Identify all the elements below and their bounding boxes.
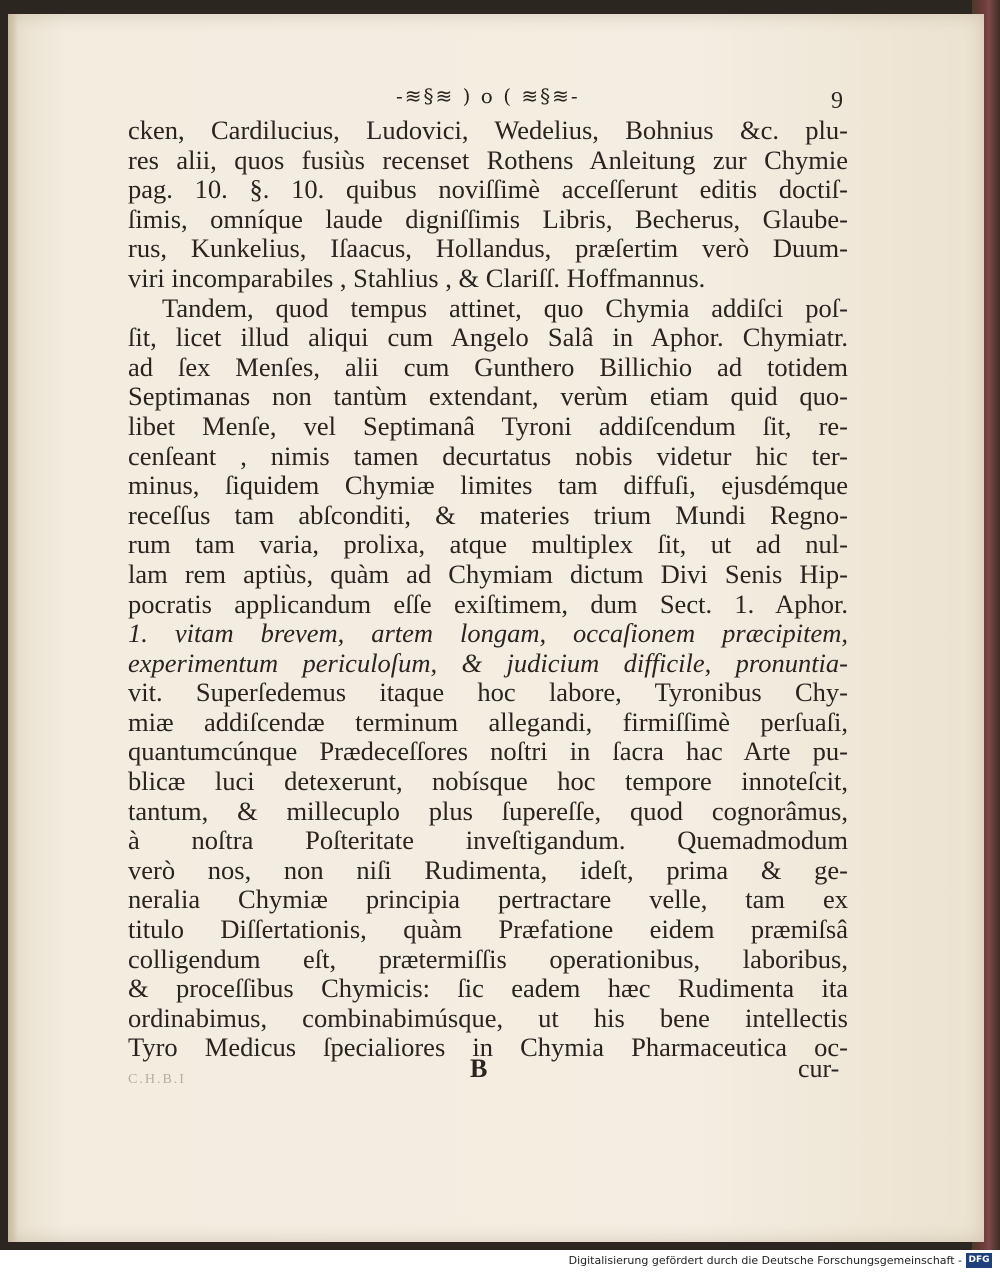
text-line: res alii, quos fusiùs recenset Rothens Anleitung zur Chymie (128, 144, 848, 175)
text-line: lam rem aptiùs, quàm ad Chymiam dictum Divi Senis Hip- (128, 558, 848, 589)
running-head (8, 76, 984, 116)
faint-stamp: C.H.B.I (128, 1072, 186, 1087)
text-line: minus, ſiquidem Chymiæ limites tam diffuſi, ejusdémque (128, 470, 848, 501)
text-line: quantumcúnque Prædeceſſores noſtri in ſacra hac Arte pu- (128, 736, 848, 767)
text-line: rus, Kunkelius, Iſaacus, Hollandus, præſertim verò Duum- (128, 233, 848, 264)
text-line: pag. 10. §. 10. quibus noviſſimè acceſſerunt editis doctiſ- (128, 174, 848, 205)
text-line: ad ſex Menſes, alii cum Gunthero Billichio ad totidem (128, 351, 848, 382)
text-line: blicæ luci detexerunt, nobísque hoc tempore innoteſcit, (128, 766, 848, 797)
text-line: ſit, licet illud aliqui cum Angelo Salâ in Aphor. Chymiatr. (128, 322, 848, 353)
page-number: 9 (831, 88, 843, 114)
text-line: libet Menſe, vel Septimanâ Tyroni addiſcendum ſit, re- (128, 410, 848, 441)
text-line: & proceſſibus Chymicis: ſic eadem hæc Rudimenta ita (128, 973, 848, 1004)
signature-mark: B (470, 1054, 488, 1083)
text-line: colligendum eſt, prætermiſſis operationibus, laboribus, (128, 943, 848, 974)
text-line: Tyro Medicus ſpecialiores in Chymia Pharmaceutica oc- (128, 1032, 848, 1063)
text-line: neralia Chymiæ principia pertractare velle, tam ex (128, 884, 848, 915)
body-text (128, 116, 848, 1063)
text-line: miæ addiſcendæ terminum allegandi, firmiſſimè perſuaſi, (128, 706, 848, 737)
text-line: vit. Superſedemus itaque hoc labore, Tyronibus Chy- (128, 677, 848, 708)
text-line: verò nos, non niſi Rudimenta, ideſt, prima & ge- (128, 854, 848, 885)
dfg-logo-icon: DFG (966, 1253, 992, 1268)
text-line: ordinabimus, combinabimúsque, ut his bene intellectis (128, 1002, 848, 1033)
header-ornament: -≋§≋ ) o ( ≋§≋- (396, 84, 580, 108)
text-line: Septimanas non tantùm extendant, verùm etiam quid quo- (128, 381, 848, 412)
text-line: Tandem, quod tempus attinet, quo Chymia addiſci poſ- (162, 292, 848, 323)
footer-credit: Digitalisierung gefördert durch die Deutsche Forschungsgemeinschaft - (568, 1254, 962, 1267)
digitization-footer (0, 1250, 1000, 1272)
text-line: receſſus tam abſconditi, & materies trium Mundi Regno- (128, 499, 848, 530)
book-page (8, 14, 984, 1242)
text-line: rum tam varia, prolixa, atque multiplex ſit, ut ad nul- (128, 529, 848, 560)
text-line: tantum, & millecuplo plus ſupereſſe, quod cognorâmus, (128, 795, 848, 826)
text-line: ſimis, omníque laude digniſſimis Libris, Becherus, Glaube- (128, 203, 848, 234)
text-line: cken, Cardilucius, Ludovici, Wedelius, Bohnius &c. plu- (128, 115, 848, 145)
text-line: pocratis applicandum eſſe exiſtimem, dum Sect. 1. Aphor. (128, 588, 848, 619)
text-line: cenſeant , nimis tamen decurtatus nobis videtur hic ter- (128, 440, 848, 471)
text-line: viri incomparabiles , Stahlius , & Clariſſ. Hoffmannus. (128, 262, 706, 293)
catchword: cur- (798, 1054, 840, 1083)
text-line: titulo Diſſertationis, quàm Præfatione eidem præmiſsâ (128, 914, 848, 945)
text-line-italic: 1. vitam brevem, artem longam, occaſionem præcipitem, (128, 618, 848, 649)
text-line-italic: experimentum periculoſum, & judicium difficile, pronuntia- (128, 647, 848, 678)
page-gutter-shadow (8, 14, 18, 1242)
text-line: à noſtra Poſteritate inveſtigandum. Quemadmodum (128, 825, 848, 856)
